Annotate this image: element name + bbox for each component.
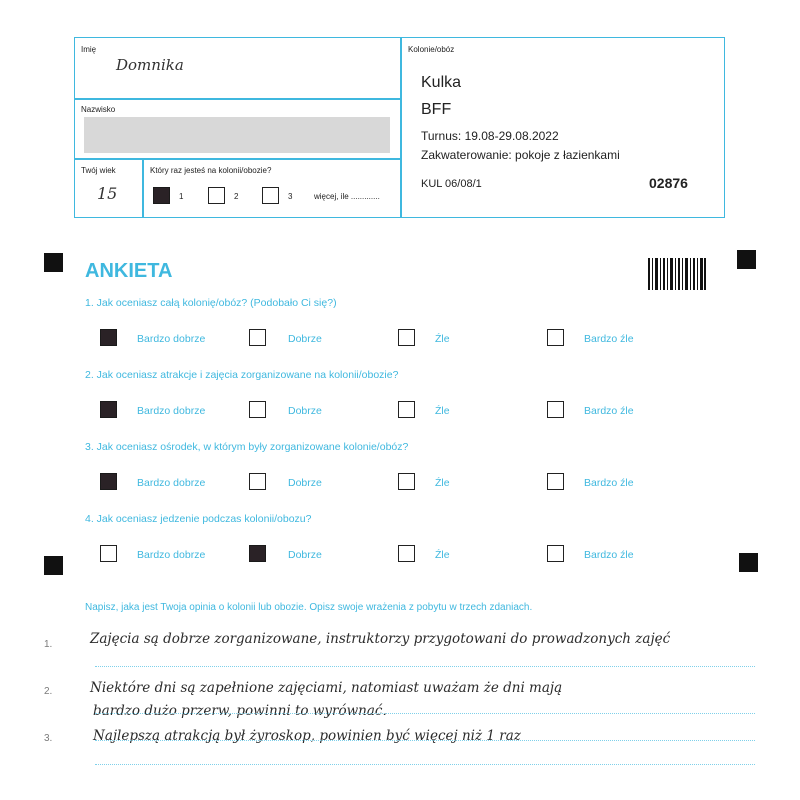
q1-zle-checkbox[interactable] <box>398 329 415 346</box>
question-4-text: 4. Jak oceniasz jedzenie podczas kolonii/obozu? <box>85 513 312 525</box>
line-number-3: 3. <box>44 733 53 744</box>
question-1-text: 1. Jak oceniasz całą kolonię/obóz? (Podobało Ci się?) <box>85 297 337 309</box>
line-number-2: 2. <box>44 686 53 697</box>
wiek-label: Twój wiek <box>81 166 116 175</box>
age-divider <box>142 158 144 218</box>
q3-zle-label: Źle <box>435 477 450 489</box>
registration-mark-top-left <box>44 253 63 272</box>
camp-code: KUL 06/08/1 <box>421 178 482 190</box>
registration-mark-top-right <box>737 250 756 269</box>
camp-name: Kulka <box>421 74 462 91</box>
q4-bardzo-zle-label: Bardzo źle <box>584 549 634 561</box>
question-3-text: 3. Jak oceniasz ośrodek, w którym były zorganizowane kolonie/obóz? <box>85 441 409 453</box>
visit-1-label: 1 <box>179 192 184 201</box>
q2-bardzo-zle-checkbox[interactable] <box>547 401 564 418</box>
name-divider <box>74 98 401 100</box>
q3-bardzo-zle-checkbox[interactable] <box>547 473 564 490</box>
line-number-1: 1. <box>44 639 53 650</box>
q1-dobrze-label: Dobrze <box>288 333 322 345</box>
opinion-line-2b[interactable]: bardzo dużo przerw, powinni to wyrównać. <box>93 703 387 719</box>
q3-dobrze-checkbox[interactable] <box>249 473 266 490</box>
opinion-extra-rule <box>95 764 755 765</box>
q3-dobrze-label: Dobrze <box>288 477 322 489</box>
redacted-surname <box>84 117 390 153</box>
q1-bardzo-dobrze-checkbox[interactable] <box>100 329 117 346</box>
visit-3-checkbox[interactable] <box>262 187 279 204</box>
q1-bardzo-zle-checkbox[interactable] <box>547 329 564 346</box>
visit-3-label: 3 <box>288 192 293 201</box>
q1-zle-label: Źle <box>435 333 450 345</box>
nazwisko-label: Nazwisko <box>81 105 116 114</box>
q2-zle-checkbox[interactable] <box>398 401 415 418</box>
turnus-text: Turnus: 19.08-29.08.2022 <box>421 129 559 143</box>
q1-dobrze-checkbox[interactable] <box>249 329 266 346</box>
registration-mark-bottom-left <box>44 556 63 575</box>
q2-bardzo-zle-label: Bardzo źle <box>584 405 634 417</box>
opinion-line-2-rule <box>95 713 755 714</box>
visit-1-checkbox[interactable] <box>153 187 170 204</box>
form-number: 02876 <box>649 175 688 191</box>
opinion-line-3[interactable]: Najlepszą atrakcją był żyroskop, powinien być więcej niż 1 raz <box>93 728 521 744</box>
imie-value: Domnika <box>116 56 184 74</box>
q4-bardzo-zle-checkbox[interactable] <box>547 545 564 562</box>
opinion-line-3-rule <box>95 740 755 741</box>
camp-subname: BFF <box>421 101 452 118</box>
q1-bardzo-dobrze-label: Bardzo dobrze <box>137 333 206 345</box>
question-2-text: 2. Jak oceniasz atrakcje i zajęcia zorganizowane na kolonii/obozie? <box>85 369 399 381</box>
zakwaterowanie-text: Zakwaterowanie: pokoje z łazienkami <box>421 148 620 162</box>
kolonie-label: Kolonie/obóz <box>408 45 455 54</box>
q3-bardzo-dobrze-checkbox[interactable] <box>100 473 117 490</box>
wiek-value: 15 <box>97 184 118 203</box>
q4-bardzo-dobrze-checkbox[interactable] <box>100 545 117 562</box>
q2-dobrze-checkbox[interactable] <box>249 401 266 418</box>
q2-dobrze-label: Dobrze <box>288 405 322 417</box>
visit-2-checkbox[interactable] <box>208 187 225 204</box>
q2-zle-label: Źle <box>435 405 450 417</box>
q4-zle-checkbox[interactable] <box>398 545 415 562</box>
ktory-raz-label: Który raz jesteś na kolonii/obozie? <box>150 166 272 175</box>
q4-dobrze-label: Dobrze <box>288 549 322 561</box>
q4-zle-label: Źle <box>435 549 450 561</box>
opinion-prompt: Napisz, jaka jest Twoja opinia o kolonii lub obozie. Opisz swoje wrażenia z pobytu w trzech zdaniach. <box>85 602 533 613</box>
imie-label: Imię <box>81 45 97 54</box>
opinion-line-2[interactable]: Niektóre dni są zapełnione zajęciami, natomiast uważam że dni mają <box>90 680 563 696</box>
opinion-line-1[interactable]: Zajęcia są dobrze zorganizowane, instruktorzy przygotowani do prowadzonych zajęć <box>90 631 671 647</box>
q1-bardzo-zle-label: Bardzo źle <box>584 333 634 345</box>
q4-bardzo-dobrze-label: Bardzo dobrze <box>137 549 206 561</box>
q3-bardzo-dobrze-label: Bardzo dobrze <box>137 477 206 489</box>
visit-2-label: 2 <box>234 192 239 201</box>
surname-divider <box>74 158 401 160</box>
q3-bardzo-zle-label: Bardzo źle <box>584 477 634 489</box>
header-divider <box>400 37 402 218</box>
opinion-line-1-rule <box>95 666 755 667</box>
registration-mark-bottom-right <box>739 553 758 572</box>
q2-bardzo-dobrze-label: Bardzo dobrze <box>137 405 206 417</box>
survey-title: ANKIETA <box>85 260 173 282</box>
barcode-image <box>648 258 706 290</box>
q4-dobrze-checkbox[interactable] <box>249 545 266 562</box>
visit-more-label: więcej, ile ............. <box>314 192 380 201</box>
q3-zle-checkbox[interactable] <box>398 473 415 490</box>
q2-bardzo-dobrze-checkbox[interactable] <box>100 401 117 418</box>
